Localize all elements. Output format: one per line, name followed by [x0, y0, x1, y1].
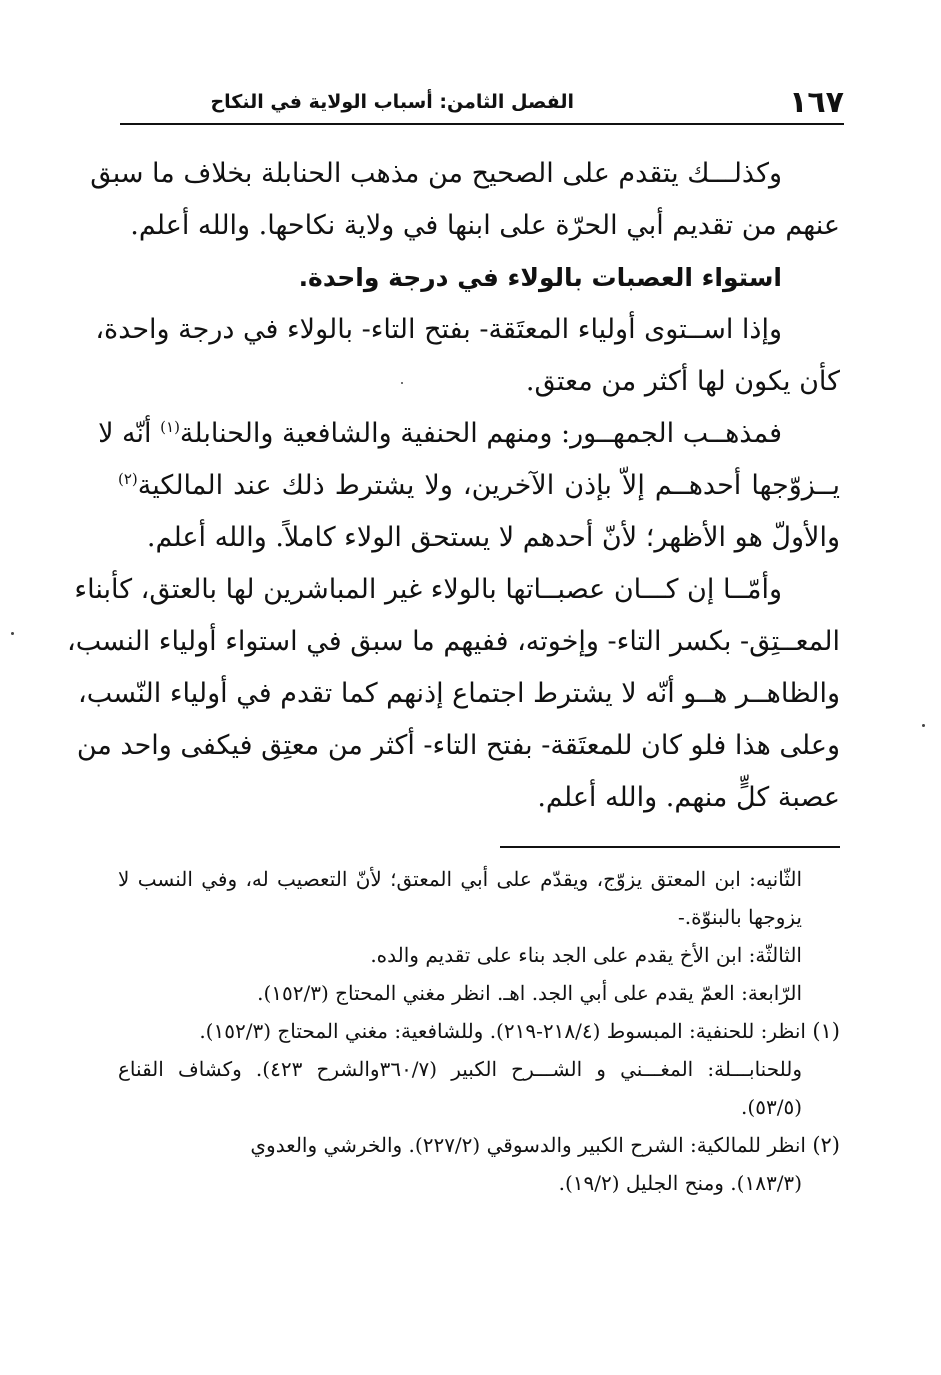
page-number: ١٦٧	[789, 85, 844, 120]
footnote-line: (٥٣/٥).	[741, 1095, 802, 1119]
footnote-line: الثالثّة: ابن الأخ يقدم على الجد بناء على تقديم والده.	[370, 943, 802, 967]
footnote-line: (١٨٣/٣). ومنح الجليل (١٩/٢).	[558, 1171, 802, 1195]
footnote-ref-2: (٢)	[118, 470, 138, 488]
header-rule	[120, 123, 844, 125]
body-line: وإذا اســتوى أولياء المعتَقة- بفتح التاء- بالولاء في درجة واحدة،	[95, 314, 782, 345]
body-line	[98, 408, 840, 460]
footnote-line: يزوجها بالبنوّة.-	[677, 905, 802, 929]
footnote-text: انظر للمالكية: الشرح الكبير والدسوقي (٢٢٧/٢). والخرشي والعدوي	[250, 1133, 813, 1157]
body-line	[118, 460, 840, 512]
body-line: والظاهــر هــو أنّه لا يشترط اجتماع إذنهم كما تقدم في أولياء النّسب،	[78, 678, 840, 709]
section-heading: استواء العصبات بالولاء في درجة واحدة.	[298, 263, 782, 292]
footnote-1	[118, 1012, 840, 1050]
footnote-number: (٢)	[812, 1133, 840, 1157]
scan-speck	[401, 382, 403, 384]
body-line: كأن يكون لها أكثر من معتق.	[525, 366, 840, 397]
body-line: وكذلـــك يتقدم على الصحيح من مذهب الحنابلة بخلاف ما سبق	[90, 158, 782, 189]
body-text	[67, 148, 840, 824]
body-line: عنهم من تقديم أبي الحرّة على ابنها في ولاية نكاحها. والله أعلم.	[130, 210, 840, 241]
body-line: المعــتِق- بكسر التاء- وإخوته، ففيهم ما سبق في استواء أولياء النسب،	[67, 626, 840, 657]
footnote-2	[118, 1126, 840, 1164]
body-line: عصبة كلٍّ منهم. والله أعلم.	[537, 782, 840, 813]
body-text-span: يــزوّجها أحدهــم إلاّ بإذن الآخرين، ولا يشترط ذلك عند المالكية	[137, 470, 840, 501]
scan-speck	[11, 632, 14, 635]
running-title: الفصل الثامن: أسباب الولاية في النكاح	[210, 91, 574, 113]
footnote-line: الرّابعة: العمّ يقدم على أبي الجد. اهـ. انظر مغني المحتاج (١٥٢/٣).	[257, 981, 802, 1005]
footnote-ref-1: (١)	[160, 418, 180, 436]
page-header	[120, 82, 844, 122]
footnote-number: (١)	[812, 1019, 840, 1043]
body-line: وأمّــا إن كـــان عصبــاتها بالولاء غير المباشرين لها بالعتق، كأبناء	[74, 574, 782, 605]
footnote-line: وللحنابـــلة: المغـــني و الشـــرح الكبير (٣٦٠/٧والشرح ٤٢٣). وكشاف القناع	[118, 1057, 803, 1081]
scan-speck	[922, 724, 925, 727]
footnote-separator	[500, 846, 840, 848]
body-line: وعلى هذا فلو كان للمعتَقة- بفتح التاء- أكثر من معتِق فيكفى واحد من	[76, 730, 840, 761]
body-text-span: فمذهــب الجمهــور: ومنهم الحنفية والشافعية والحنابلة	[179, 418, 782, 449]
body-text-span: أنّه لا	[98, 418, 161, 449]
footnote-text: انظر: للحنفية: المبسوط (٢١٨/٤-٢١٩). وللشافعية: مغني المحتاج (١٥٢/٣).	[199, 1019, 813, 1043]
body-line: والأولّ هو الأظهر؛ لأنّ أحدهم لا يستحق الولاء كاملاً. والله أعلم.	[146, 522, 840, 553]
footnote-line: الثّانيه: ابن المعتق يزوّج، ويقدّم على أبي المعتق؛ لأنّ التعصيب له، وفي النسب لا	[118, 867, 802, 891]
footnotes	[118, 860, 840, 1202]
